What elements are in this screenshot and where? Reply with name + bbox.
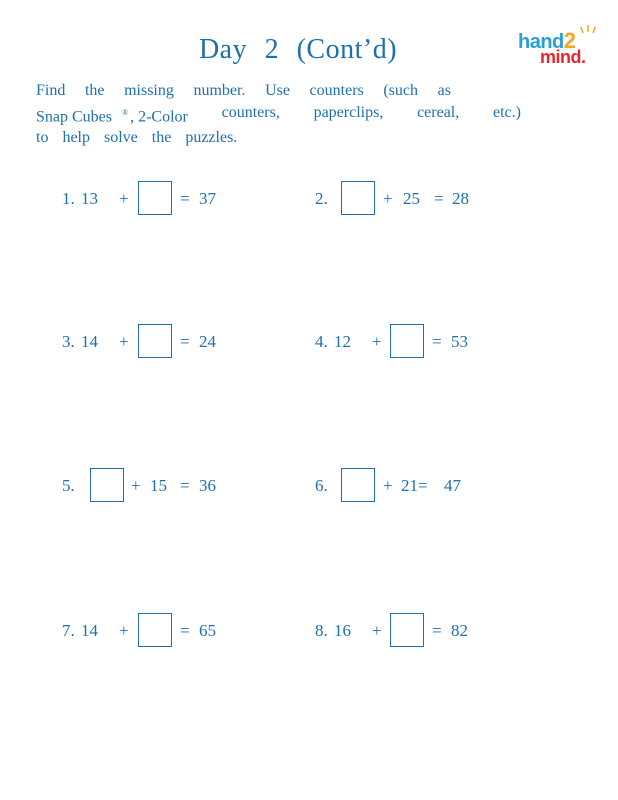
- sum: 28: [452, 189, 469, 208]
- word: the: [84, 82, 105, 99]
- plus-sign: +: [119, 189, 129, 208]
- word: cereal,: [417, 103, 460, 121]
- word: missing: [124, 82, 174, 99]
- plus-sign: +: [383, 189, 393, 208]
- word: Use: [265, 82, 290, 99]
- answer-box[interactable]: [341, 468, 375, 502]
- problem-number: 4.: [315, 332, 328, 351]
- answer-box[interactable]: [138, 181, 172, 215]
- plus-sign: +: [383, 476, 393, 495]
- equals-sign: =: [180, 476, 190, 495]
- equals-sign: =: [432, 621, 442, 640]
- plus-sign: +: [119, 332, 129, 351]
- word: paperclips,: [313, 103, 384, 121]
- problem-number: 2.: [315, 189, 328, 208]
- word: Find: [36, 82, 66, 99]
- problem-number: 6.: [315, 476, 328, 495]
- addend: 16: [334, 621, 351, 640]
- sum: 36: [199, 476, 216, 495]
- problem-number: 5.: [62, 476, 75, 495]
- word: etc.): [493, 103, 521, 121]
- page-title: Day 2 (Cont’d): [198, 34, 398, 65]
- word: as: [437, 82, 451, 99]
- instruction-line-1: [36, 80, 451, 102]
- answer-box[interactable]: [138, 613, 172, 647]
- problem-number: 8.: [315, 621, 328, 640]
- word: puzzles.: [185, 129, 238, 147]
- answer-box[interactable]: [390, 324, 424, 358]
- logo-bottom: mind.: [540, 47, 586, 67]
- answer-box[interactable]: [138, 324, 172, 358]
- addend: 12: [334, 332, 351, 351]
- addend-equals: 21=: [401, 476, 428, 495]
- word: counters,: [221, 103, 280, 121]
- plus-sign: +: [119, 621, 129, 640]
- addend: 25: [403, 189, 420, 208]
- snap-cubes-text: Snap Cubes ® , 2-Color: [36, 107, 188, 125]
- addend: 15: [150, 476, 167, 495]
- word: number.: [193, 82, 246, 99]
- addend: 13: [81, 189, 98, 208]
- word: (such: [383, 82, 418, 99]
- sum: 37: [199, 189, 216, 208]
- logo-rays-icon: [580, 24, 596, 34]
- equals-sign: =: [180, 621, 190, 640]
- plus-sign: +: [372, 621, 382, 640]
- plus-sign: +: [131, 476, 141, 495]
- answer-box[interactable]: [390, 613, 424, 647]
- plus-sign: +: [372, 332, 382, 351]
- sum: 65: [199, 621, 216, 640]
- word: the: [151, 129, 172, 147]
- addend: 14: [81, 621, 98, 640]
- problem-number: 1.: [62, 189, 75, 208]
- word: counters: [309, 82, 364, 99]
- problem-number: 3.: [62, 332, 75, 351]
- hand2mind-logo: [518, 24, 598, 68]
- answer-box[interactable]: [90, 468, 124, 502]
- equals-sign: =: [180, 332, 190, 351]
- instruction-line-3: [36, 127, 526, 149]
- instructions: [36, 80, 526, 149]
- sum: 53: [451, 332, 468, 351]
- sum: 24: [199, 332, 216, 351]
- equals-sign: =: [180, 189, 190, 208]
- registered-mark: ®: [122, 107, 129, 117]
- instruction-line-2: [36, 102, 521, 128]
- sum: 82: [451, 621, 468, 640]
- equals-sign: =: [432, 332, 442, 351]
- addend: 14: [81, 332, 98, 351]
- answer-box[interactable]: [341, 181, 375, 215]
- word: to: [36, 129, 49, 147]
- equals-sign: =: [434, 189, 444, 208]
- sum: 47: [444, 476, 461, 495]
- word: help: [62, 129, 90, 147]
- problem-number: 7.: [62, 621, 75, 640]
- word: solve: [104, 129, 138, 147]
- logo-top: hand2: [518, 28, 576, 53]
